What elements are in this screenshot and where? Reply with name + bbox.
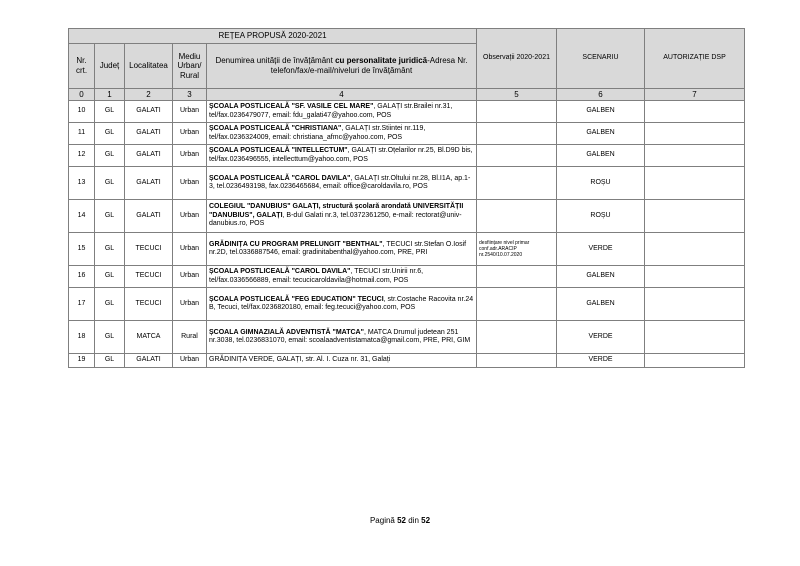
row-observatii [477, 145, 557, 167]
row-scenariu: GALBEN [557, 101, 645, 123]
school-network-table [68, 28, 745, 368]
row-scenariu: GALBEN [557, 266, 645, 288]
row-autorizatie [645, 288, 745, 321]
col-number: 2 [125, 89, 173, 101]
school-details: , TECUCI str.Stefan O.Iosif nr.2D, tel.0336887546, email: gradinitabenthal@yahoo.com, PRE, PRI [209, 240, 467, 256]
school-name: ȘCOALA GIMNAZIALĂ ADVENTISTĂ "MATCA" [209, 328, 364, 336]
row-localitate: GALATI [125, 145, 173, 167]
header-nr: Nr. crt. [69, 44, 95, 89]
row-nr: 17 [69, 288, 95, 321]
row-autorizatie [645, 200, 745, 233]
school-details: , MATCA Drumul judetean 251 nr.3038, tel.0236831070, email: scoalaadventistamatca@gmail.com, PRE, PRI, GIM [209, 328, 471, 344]
table-row [69, 123, 745, 145]
row-mediu: Urban [173, 167, 207, 200]
school-name: ȘCOALA POSTLICEALĂ "CAROL DAVILA" [209, 268, 351, 276]
school-name: ȘCOALA POSTLICEALĂ "FEG EDUCATION" TECUCI [209, 295, 384, 303]
row-observatii [477, 167, 557, 200]
row-scenariu: VERDE [557, 321, 645, 354]
row-autorizatie [645, 145, 745, 167]
row-nr: 11 [69, 123, 95, 145]
school-name: GRĂDINIȚA CU PROGRAM PRELUNGIT "BENTHAL" [209, 240, 383, 248]
table-title: REȚEA PROPUSĂ 2020-2021 [69, 29, 477, 44]
row-autorizatie [645, 167, 745, 200]
row-nr: 13 [69, 167, 95, 200]
school-details: , TECUCI str.Unirii nr.6, tel/fax.0336566889, email: tecucicaroldavila@hotmail.com, POS [209, 268, 424, 284]
col-number: 0 [69, 89, 95, 101]
row-localitate: GALATI [125, 101, 173, 123]
row-scenariu: GALBEN [557, 145, 645, 167]
row-nr: 12 [69, 145, 95, 167]
row-nr: 15 [69, 233, 95, 266]
row-denumire [207, 167, 477, 200]
school-details: , GALAȚI str.Stiintei nr.119, tel/fax.0236324009, email: christiana_afmc@yahoo.com, POS [209, 125, 426, 141]
row-scenariu: VERDE [557, 354, 645, 368]
row-mediu: Urban [173, 200, 207, 233]
row-observatii: desființare nivel primar conf.adr.ARACIP nr.2540/10.07.2020 [477, 233, 557, 266]
row-mediu: Rural [173, 321, 207, 354]
row-localitate: TECUCI [125, 266, 173, 288]
school-details: , GALAȚI str.Oltului nr.28, Bl.I1A, ap.1-3, tel.0236493198, fax.0236465684, email: office@caroldavila.ro, POS [209, 174, 471, 190]
row-judet: GL [95, 288, 125, 321]
row-autorizatie [645, 354, 745, 368]
row-mediu: Urban [173, 145, 207, 167]
page-footer [0, 516, 800, 525]
row-localitate: GALATI [125, 123, 173, 145]
row-denumire [207, 288, 477, 321]
footer-prefix: Pagină [369, 516, 398, 525]
school-name: ȘCOALA POSTLICEALĂ "INTELLECTUM" [209, 147, 348, 155]
row-mediu: Urban [173, 233, 207, 266]
school-details: GRĂDINIȚA VERDE, GALAȚI, str. Al. I. Cuza nr. 31, Galați [209, 356, 391, 364]
row-scenariu: ROȘU [557, 200, 645, 233]
row-judet: GL [95, 266, 125, 288]
row-nr: 10 [69, 101, 95, 123]
school-details: , str.Costache Racovita nr.24 B, Tecuci, tel/fax.0236820180, email: feg.tecuci@yahoo.com, POS [209, 295, 474, 311]
row-scenariu: GALBEN [557, 288, 645, 321]
table-row [69, 200, 745, 233]
table-row [69, 288, 745, 321]
row-observatii [477, 354, 557, 368]
row-denumire [207, 321, 477, 354]
row-autorizatie [645, 321, 745, 354]
header-localitate: Localitatea [125, 44, 173, 89]
row-observatii [477, 321, 557, 354]
row-localitate: GALATI [125, 354, 173, 368]
header-denumire-text: Denumirea unității de învățământ [215, 56, 336, 66]
table-row [69, 101, 745, 123]
header-judet: Județ [95, 44, 125, 89]
row-scenariu: ROȘU [557, 167, 645, 200]
row-nr: 18 [69, 321, 95, 354]
row-mediu: Urban [173, 266, 207, 288]
footer-page: 52 [397, 516, 406, 525]
table-row [69, 354, 745, 368]
table-row [69, 266, 745, 288]
row-localitate: TECUCI [125, 233, 173, 266]
row-judet: GL [95, 123, 125, 145]
row-nr: 19 [69, 354, 95, 368]
header-scenariu: SCENARIU [557, 29, 645, 89]
row-nr: 14 [69, 200, 95, 233]
header-mediu: Mediu Urban/ Rural [173, 44, 207, 89]
row-localitate: TECUCI [125, 288, 173, 321]
col-number: 3 [173, 89, 207, 101]
row-nr: 16 [69, 266, 95, 288]
row-mediu: Urban [173, 288, 207, 321]
header-denumire [207, 44, 477, 89]
footer-total: 52 [421, 516, 431, 525]
school-name: COLEGIUL "DANUBIUS" GALAȚI, structură școlară arondată UNIVERSITĂȚII "DANUBIUS", GALAȚI [209, 203, 464, 219]
table-row [69, 167, 745, 200]
row-localitate: GALATI [125, 200, 173, 233]
header-autorizatie: AUTORIZAȚIE DSP [645, 29, 745, 89]
row-observatii [477, 200, 557, 233]
row-observatii [477, 266, 557, 288]
school-details: , B-dul Galati nr.3, tel.0372361250, e-mail: rectorat@univ-danubius.ro, POS [209, 211, 462, 228]
row-mediu: Urban [173, 101, 207, 123]
school-name: ȘCOALA POSTLICEALĂ "CHRISTIANA" [209, 125, 342, 133]
row-mediu: Urban [173, 123, 207, 145]
row-mediu: Urban [173, 354, 207, 368]
row-denumire [207, 354, 477, 368]
row-denumire [207, 145, 477, 167]
col-number: 6 [557, 89, 645, 101]
header-observatii: Observații 2020-2021 [477, 29, 557, 89]
row-judet: GL [95, 145, 125, 167]
row-judet: GL [95, 321, 125, 354]
school-details: , GALAȚI str.Oțelarilor nr.25, Bl.D9D bis, tel/fax.0236496555, intellecttum@yahoo.com, POS [209, 147, 473, 163]
header-denumire-bold: cu personalitate juridică [335, 56, 428, 66]
col-number: 1 [95, 89, 125, 101]
row-judet: GL [95, 354, 125, 368]
col-number: 7 [645, 89, 745, 101]
footer-middle: din [406, 516, 422, 525]
header-denumire-rest: -Adresa Nr. telefon/fax/e-mail/niveluri de învățământ [270, 56, 468, 75]
row-localitate: MATCA [125, 321, 173, 354]
row-scenariu: VERDE [557, 233, 645, 266]
table-row [69, 321, 745, 354]
row-scenariu: GALBEN [557, 123, 645, 145]
row-judet: GL [95, 233, 125, 266]
row-autorizatie [645, 101, 745, 123]
col-number: 4 [207, 89, 477, 101]
row-denumire [207, 266, 477, 288]
school-name: ȘCOALA POSTLICEALĂ "SF. VASILE CEL MARE" [209, 103, 374, 111]
row-autorizatie [645, 233, 745, 266]
row-denumire [207, 123, 477, 145]
school-details: , GALAȚI str.Brailei nr.31, tel/fax.0236479077, email: fdu_galati47@yahoo.com, POS [209, 103, 453, 119]
row-judet: GL [95, 200, 125, 233]
row-autorizatie [645, 123, 745, 145]
row-observatii [477, 123, 557, 145]
row-judet: GL [95, 101, 125, 123]
row-judet: GL [95, 167, 125, 200]
row-denumire [207, 101, 477, 123]
table-row [69, 145, 745, 167]
row-observatii [477, 101, 557, 123]
row-observatii [477, 288, 557, 321]
row-denumire [207, 200, 477, 233]
school-name: ȘCOALA POSTLICEALĂ "CAROL DAVILA" [209, 174, 351, 182]
row-autorizatie [645, 266, 745, 288]
col-number: 5 [477, 89, 557, 101]
row-localitate: GALATI [125, 167, 173, 200]
row-denumire [207, 233, 477, 266]
table-row [69, 233, 745, 266]
